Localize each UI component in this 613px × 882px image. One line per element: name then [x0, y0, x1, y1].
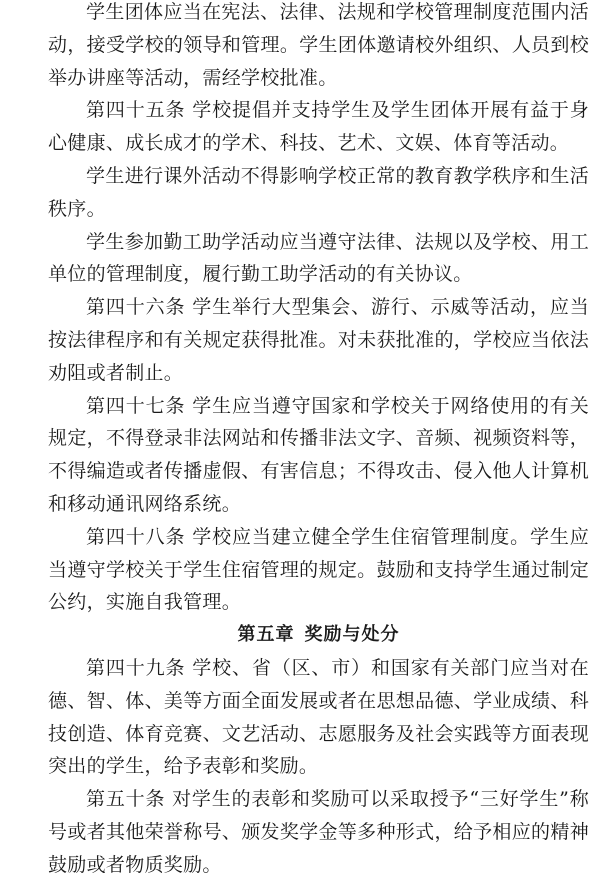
paragraph-work-study: 学生参加勤工助学活动应当遵守法律、法规以及学校、用工单位的管理制度，履行勤工助学活动的有关协议。	[48, 230, 589, 286]
paragraph-extracurricular: 学生进行课外活动不得影响学校正常的教育教学秩序和生活秩序。	[48, 164, 589, 220]
paragraph-article-48: 第四十八条 学校应当建立健全学生住宿管理制度。学生应当遵守学校关于学生住宿管理的规定。鼓励和支持学生通过制定公约，实施自我管理。	[48, 525, 589, 614]
chapter-number: 第五章	[237, 624, 295, 646]
paragraph-article-46: 第四十六条 学生举行大型集会、游行、示威等活动，应当按法律程序和有关规定获得批准。对未获批准的，学校应当依法劝阻或者制止。	[48, 296, 589, 384]
paragraph-student-groups: 学生团体应当在宪法、法律、法规和学校管理制度范围内活动，接受学校的领导和管理。学生团体邀请校外组织、人员到校举办讲座等活动，需经学校批准。	[48, 1, 589, 89]
paragraph-article-49: 第四十九条 学校、省（区、市）和国家有关部门应当对在德、智、体、美等方面全面发展或者在思想品德、学业成绩、科技创造、体育竞赛、文艺活动、志愿服务及社会实践等方面表现突出的学生，给予表彰和奖励。	[48, 656, 589, 778]
paragraph-article-45: 第四十五条 学校提倡并支持学生及学生团体开展有益于身心健康、成长成才的学术、科技、艺术、文娱、体育等活动。	[48, 99, 589, 155]
chapter-title: 奖励与处分	[304, 624, 400, 646]
paragraph-article-50: 第五十条 对学生的表彰和奖励可以采取授予“三好学生”称号或者其他荣誉称号、颁发奖学金等多种形式，给予相应的精神鼓励或者物质奖励。	[48, 788, 589, 876]
paragraph-article-47: 第四十七条 学生应当遵守国家和学校关于网络使用的有关规定，不得登录非法网站和传播非法文字、音频、视频资料等，不得编造或者传播虚假、有害信息；不得攻击、侵入他人计算机和移动通讯网络系统。	[48, 394, 589, 515]
chapter-heading	[48, 619, 589, 652]
